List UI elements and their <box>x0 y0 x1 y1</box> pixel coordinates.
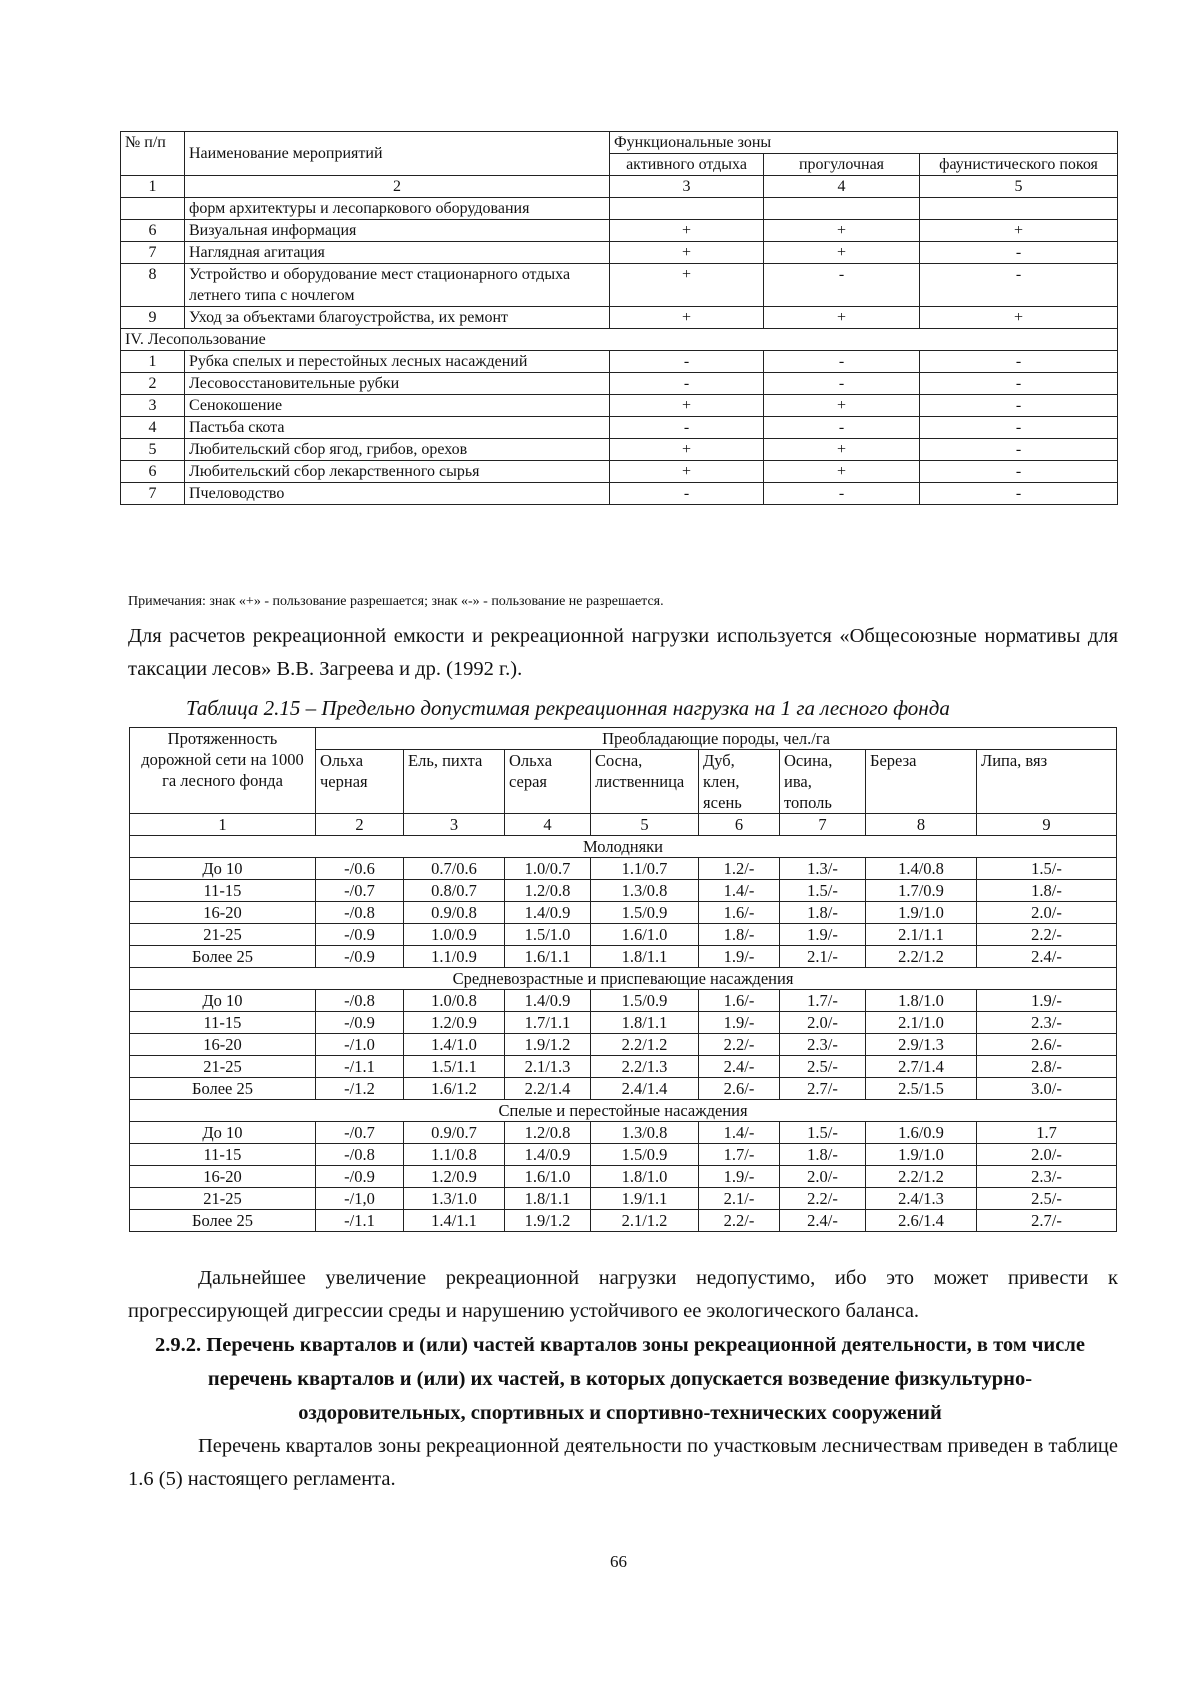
table-row <box>130 924 1117 946</box>
road-length: 11-15 <box>130 1144 316 1166</box>
load-value: 1.4/0.9 <box>505 1144 591 1166</box>
load-value: 1.2/- <box>699 858 780 880</box>
table-row <box>130 1078 1117 1100</box>
zone-fauna-value: - <box>920 264 1118 307</box>
table-row <box>121 439 1118 461</box>
load-value: 1.2/0.9 <box>404 1166 505 1188</box>
load-value: 1.4/1.0 <box>404 1034 505 1056</box>
load-value: 2.1/1.0 <box>866 1012 977 1034</box>
column-number: 6 <box>699 814 780 836</box>
load-value: 1.2/0.9 <box>404 1012 505 1034</box>
load-value: 2.3/- <box>977 1012 1117 1034</box>
row-number: 2 <box>121 373 185 395</box>
load-value: 1.2/0.8 <box>505 1122 591 1144</box>
zone-active-value <box>610 198 764 220</box>
zone-active-value: - <box>610 417 764 439</box>
zone-walk-value: + <box>764 242 920 264</box>
load-value: 2.4/1.4 <box>591 1078 699 1100</box>
table-row <box>121 264 1118 307</box>
row-number: 6 <box>121 461 185 483</box>
load-value: 1.8/1.0 <box>866 990 977 1012</box>
row-number: 4 <box>121 417 185 439</box>
group-title: Средневозрастные и приспевающие насаждения <box>130 968 1117 990</box>
load-value: -/1.1 <box>316 1056 404 1078</box>
table-row <box>130 1034 1117 1056</box>
load-value: 1.1/0.7 <box>591 858 699 880</box>
load-value: 1.5/- <box>780 1122 866 1144</box>
load-value: 1.0/0.7 <box>505 858 591 880</box>
load-value: 1.9/1.0 <box>866 902 977 924</box>
species-header: Осина, ива, тополь <box>780 750 866 814</box>
table-row <box>130 1122 1117 1144</box>
zone-walk-value: - <box>764 417 920 439</box>
load-value: 1.4/- <box>699 1122 780 1144</box>
load-value: 1.1/0.9 <box>404 946 505 968</box>
table-row <box>121 220 1118 242</box>
zone-active-value: + <box>610 439 764 461</box>
load-value: 1.5/1.1 <box>404 1056 505 1078</box>
road-length: 11-15 <box>130 880 316 902</box>
table-row <box>121 242 1118 264</box>
zone-walk-value: - <box>764 483 920 505</box>
load-value: 1.6/0.9 <box>866 1122 977 1144</box>
zone-active-value: + <box>610 461 764 483</box>
zone-active-value: - <box>610 373 764 395</box>
load-value: 1.8/- <box>780 1144 866 1166</box>
column-number: 3 <box>610 176 764 198</box>
load-value: 1.5/0.9 <box>591 1144 699 1166</box>
header-zone-active: активного отдыха <box>610 154 764 176</box>
road-length: Более 25 <box>130 946 316 968</box>
load-value: 1.8/1.1 <box>591 1012 699 1034</box>
road-length: Более 25 <box>130 1078 316 1100</box>
zone-fauna-value: - <box>920 461 1118 483</box>
table-row <box>121 483 1118 505</box>
load-value: -/1.1 <box>316 1210 404 1232</box>
row-number: 5 <box>121 439 185 461</box>
road-length: 11-15 <box>130 1012 316 1034</box>
load-value: 1.0/0.9 <box>404 924 505 946</box>
load-value: 1.8/- <box>977 880 1117 902</box>
species-header: Береза <box>866 750 977 814</box>
species-header: Ольха серая <box>505 750 591 814</box>
load-value: 1.8/1.0 <box>591 1166 699 1188</box>
table-row <box>130 902 1117 924</box>
activity-name: Любительский сбор лекарственного сырья <box>185 461 610 483</box>
load-value: 2.0/- <box>977 902 1117 924</box>
load-value: 1.5/- <box>780 880 866 902</box>
header-zone-fauna: фаунистического покоя <box>920 154 1118 176</box>
load-value: 2.0/- <box>977 1144 1117 1166</box>
activity-name: Лесовосстановительные рубки <box>185 373 610 395</box>
load-value: 2.0/- <box>780 1012 866 1034</box>
column-number-row <box>130 814 1117 836</box>
load-value: 2.6/1.4 <box>866 1210 977 1232</box>
load-value: 1.9/- <box>699 1166 780 1188</box>
column-number: 1 <box>130 814 316 836</box>
column-number: 3 <box>404 814 505 836</box>
table-row <box>130 990 1117 1012</box>
load-value: 1.6/1.2 <box>404 1078 505 1100</box>
load-value: -/0.9 <box>316 1166 404 1188</box>
load-value: 1.7/0.9 <box>866 880 977 902</box>
road-length: До 10 <box>130 1122 316 1144</box>
table-note: Примечания: знак «+» - пользование разрешается; знак «-» - пользование не разрешается. <box>128 594 664 609</box>
load-value: 1.9/1.1 <box>591 1188 699 1210</box>
table-row <box>121 198 1118 220</box>
load-value: 2.2/1.2 <box>866 1166 977 1188</box>
column-number: 9 <box>977 814 1117 836</box>
load-value: 2.1/1.1 <box>866 924 977 946</box>
header-species: Преобладающие породы, чел./га <box>316 728 1117 750</box>
recreational-load-table <box>129 727 1117 1232</box>
zone-fauna-value: + <box>920 220 1118 242</box>
zone-fauna-value: - <box>920 242 1118 264</box>
activity-name: Пчеловодство <box>185 483 610 505</box>
zone-walk-value: + <box>764 220 920 242</box>
load-value: 1.8/- <box>699 924 780 946</box>
group-title: Молодняки <box>130 836 1117 858</box>
load-value: 1.3/0.8 <box>591 1122 699 1144</box>
species-header: Дуб, клен, ясень <box>699 750 780 814</box>
load-value: -/0.9 <box>316 1012 404 1034</box>
load-value: 1.6/1.0 <box>505 1166 591 1188</box>
load-value: -/0.8 <box>316 990 404 1012</box>
table-row <box>121 395 1118 417</box>
group-title: Спелые и перестойные насаждения <box>130 1100 1117 1122</box>
header-length: Протяженность дорожной сети на 1000 га лесного фонда <box>130 728 316 814</box>
zone-fauna-value: - <box>920 439 1118 461</box>
road-length: До 10 <box>130 858 316 880</box>
zone-fauna-value: - <box>920 483 1118 505</box>
load-value: 2.1/1.3 <box>505 1056 591 1078</box>
load-value: -/1.2 <box>316 1078 404 1100</box>
activity-name: Сенокошение <box>185 395 610 417</box>
load-value: 1.6/1.0 <box>591 924 699 946</box>
table-row <box>121 417 1118 439</box>
load-value: -/0.8 <box>316 1144 404 1166</box>
load-value: 2.2/1.3 <box>591 1056 699 1078</box>
load-value: -/0.8 <box>316 902 404 924</box>
activity-name: Пастьба скота <box>185 417 610 439</box>
table-row <box>130 1144 1117 1166</box>
activity-name: Уход за объектами благоустройства, их ремонт <box>185 307 610 329</box>
zone-walk-value: + <box>764 307 920 329</box>
zone-active-value: + <box>610 395 764 417</box>
header-zones: Функциональные зоны <box>610 132 1118 154</box>
activity-name: форм архитектуры и лесопаркового оборудования <box>185 198 610 220</box>
load-value: -/0.9 <box>316 924 404 946</box>
page-number: 66 <box>610 1552 627 1571</box>
functional-zones-table <box>120 131 1118 505</box>
load-value: 1.5/1.0 <box>505 924 591 946</box>
header-zone-walk: прогулочная <box>764 154 920 176</box>
zone-walk-value: + <box>764 461 920 483</box>
load-value: 2.2/1.4 <box>505 1078 591 1100</box>
load-value: 1.8/1.1 <box>505 1188 591 1210</box>
load-value: 1.0/0.8 <box>404 990 505 1012</box>
load-value: 1.7/- <box>699 1144 780 1166</box>
zone-walk-value: + <box>764 439 920 461</box>
load-value: 2.1/- <box>699 1188 780 1210</box>
zone-active-value: - <box>610 483 764 505</box>
column-number-row <box>121 176 1118 198</box>
group-row <box>130 1100 1117 1122</box>
load-value: 2.2/- <box>977 924 1117 946</box>
load-value: 3.0/- <box>977 1078 1117 1100</box>
column-number: 4 <box>505 814 591 836</box>
load-value: -/0.7 <box>316 880 404 902</box>
table-row <box>121 373 1118 395</box>
column-number: 5 <box>920 176 1118 198</box>
group-row <box>130 968 1117 990</box>
load-value: 2.2/1.2 <box>866 946 977 968</box>
load-value: -/0.6 <box>316 858 404 880</box>
road-length: Более 25 <box>130 1210 316 1232</box>
activity-name: Визуальная информация <box>185 220 610 242</box>
zone-fauna-value: - <box>920 417 1118 439</box>
load-value: 0.9/0.8 <box>404 902 505 924</box>
column-number: 2 <box>185 176 610 198</box>
load-value: 2.7/- <box>977 1210 1117 1232</box>
load-value: 1.9/- <box>780 924 866 946</box>
load-value: 1.6/1.1 <box>505 946 591 968</box>
load-value: 1.4/0.8 <box>866 858 977 880</box>
road-length: 21-25 <box>130 1188 316 1210</box>
load-value: 1.9/1.2 <box>505 1210 591 1232</box>
group-row <box>130 836 1117 858</box>
load-value: 2.4/- <box>977 946 1117 968</box>
row-number: 1 <box>121 351 185 373</box>
species-header: Ольха черная <box>316 750 404 814</box>
row-number: 6 <box>121 220 185 242</box>
column-number: 8 <box>866 814 977 836</box>
table-row <box>121 351 1118 373</box>
load-value: 1.5/- <box>977 858 1117 880</box>
activity-name: Наглядная агитация <box>185 242 610 264</box>
column-number: 7 <box>780 814 866 836</box>
load-value: 1.8/- <box>780 902 866 924</box>
zone-walk-value <box>764 198 920 220</box>
load-value: 2.6/- <box>699 1078 780 1100</box>
table-row <box>130 1166 1117 1188</box>
load-value: 1.3/1.0 <box>404 1188 505 1210</box>
load-value: 2.4/1.3 <box>866 1188 977 1210</box>
zone-active-value: + <box>610 242 764 264</box>
load-value: 1.7 <box>977 1122 1117 1144</box>
load-value: 1.8/1.1 <box>591 946 699 968</box>
load-value: 1.9/- <box>977 990 1117 1012</box>
table-row <box>121 307 1118 329</box>
column-number: 2 <box>316 814 404 836</box>
load-value: 1.9/1.2 <box>505 1034 591 1056</box>
table-caption: Таблица 2.15 – Предельно допустимая рекреационная нагрузка на 1 га лесного фонда <box>186 696 950 720</box>
load-value: 2.5/- <box>977 1188 1117 1210</box>
activity-name: Рубка спелых и перестойных лесных насаждений <box>185 351 610 373</box>
row-number: 7 <box>121 242 185 264</box>
section-row <box>121 329 1118 351</box>
table-row <box>130 946 1117 968</box>
activity-name: Любительский сбор ягод, грибов, орехов <box>185 439 610 461</box>
species-header: Липа, вяз <box>977 750 1117 814</box>
load-value: 2.7/1.4 <box>866 1056 977 1078</box>
section-title: IV. Лесопользование <box>121 329 1118 351</box>
road-length: 21-25 <box>130 1056 316 1078</box>
header-name: Наименование мероприятий <box>185 132 610 176</box>
load-value: 2.9/1.3 <box>866 1034 977 1056</box>
load-value: 1.7/- <box>780 990 866 1012</box>
load-value: 2.3/- <box>780 1034 866 1056</box>
zone-walk-value: + <box>764 395 920 417</box>
row-number: 3 <box>121 395 185 417</box>
row-number <box>121 198 185 220</box>
table-row <box>130 1012 1117 1034</box>
load-value: 0.7/0.6 <box>404 858 505 880</box>
table-row <box>121 461 1118 483</box>
load-value: 1.9/- <box>699 1012 780 1034</box>
load-value: 2.5/1.5 <box>866 1078 977 1100</box>
load-value: 1.9/1.0 <box>866 1144 977 1166</box>
load-value: 2.2/- <box>699 1034 780 1056</box>
load-value: 1.6/- <box>699 902 780 924</box>
load-value: 2.5/- <box>780 1056 866 1078</box>
load-value: -/1.0 <box>316 1034 404 1056</box>
column-number: 4 <box>764 176 920 198</box>
zone-fauna-value: - <box>920 373 1118 395</box>
load-value: 1.6/- <box>699 990 780 1012</box>
load-value: 2.2/- <box>780 1188 866 1210</box>
load-value: 2.1/- <box>780 946 866 968</box>
zone-active-value: + <box>610 264 764 307</box>
road-length: 16-20 <box>130 1166 316 1188</box>
zone-active-value: + <box>610 220 764 242</box>
load-value: 1.9/- <box>699 946 780 968</box>
paragraph-digression: Дальнейшее увеличение рекреационной нагрузки недопустимо, ибо это может привести к прогрессирующей дигрессии среды и нарушению устойчивого ее экологического баланса. <box>128 1267 1118 1322</box>
load-value: 1.2/0.8 <box>505 880 591 902</box>
table-row <box>130 1056 1117 1078</box>
zone-walk-value: - <box>764 373 920 395</box>
load-value: 1.4/1.1 <box>404 1210 505 1232</box>
load-value: 1.4/- <box>699 880 780 902</box>
load-value: 1.3/0.8 <box>591 880 699 902</box>
zone-fauna-value <box>920 198 1118 220</box>
zone-walk-value: - <box>764 351 920 373</box>
table-row <box>130 1188 1117 1210</box>
zone-walk-value: - <box>764 264 920 307</box>
load-value: 1.7/1.1 <box>505 1012 591 1034</box>
row-number: 8 <box>121 264 185 307</box>
column-number: 5 <box>591 814 699 836</box>
species-header: Сосна, лиственница <box>591 750 699 814</box>
row-number: 7 <box>121 483 185 505</box>
table-row <box>130 1210 1117 1232</box>
species-header: Ель, пихта <box>404 750 505 814</box>
load-value: 1.1/0.8 <box>404 1144 505 1166</box>
load-value: 2.3/- <box>977 1166 1117 1188</box>
table-row <box>130 880 1117 902</box>
load-value: 2.6/- <box>977 1034 1117 1056</box>
load-value: 2.4/- <box>699 1056 780 1078</box>
load-value: 2.2/- <box>699 1210 780 1232</box>
load-value: 1.4/0.9 <box>505 990 591 1012</box>
zone-fauna-value: + <box>920 307 1118 329</box>
load-value: 1.4/0.9 <box>505 902 591 924</box>
zone-active-value: - <box>610 351 764 373</box>
load-value: 1.3/- <box>780 858 866 880</box>
load-value: 1.5/0.9 <box>591 990 699 1012</box>
activity-name: Устройство и оборудование мест стационарного отдыха летнего типа с ночлегом <box>185 264 610 307</box>
load-value: 2.8/- <box>977 1056 1117 1078</box>
section-heading: 2.9.2. Перечень кварталов и (или) частей кварталов зоны рекреационной деятельности, в том числе перечень кварталов и (или) их частей, в которых допускается возведение физкультурно-оздоровительных, спортивных и спортивно-технических сооружений <box>155 1334 1085 1424</box>
paragraph-quarters: Перечень кварталов зоны рекреационной деятельности по участковым лесничествам приведен в таблице 1.6 (5) настоящего регламента. <box>128 1435 1118 1490</box>
row-number: 9 <box>121 307 185 329</box>
load-value: 2.4/- <box>780 1210 866 1232</box>
road-length: 16-20 <box>130 1034 316 1056</box>
load-value: 0.8/0.7 <box>404 880 505 902</box>
load-value: 2.1/1.2 <box>591 1210 699 1232</box>
load-value: 2.2/1.2 <box>591 1034 699 1056</box>
road-length: 21-25 <box>130 924 316 946</box>
column-number: 1 <box>121 176 185 198</box>
load-value: -/0.7 <box>316 1122 404 1144</box>
road-length: 16-20 <box>130 902 316 924</box>
load-value: 0.9/0.7 <box>404 1122 505 1144</box>
zone-fauna-value: - <box>920 395 1118 417</box>
zone-active-value: + <box>610 307 764 329</box>
zone-fauna-value: - <box>920 351 1118 373</box>
load-value: 2.0/- <box>780 1166 866 1188</box>
load-value: -/0.9 <box>316 946 404 968</box>
paragraph-norms: Для расчетов рекреационной емкости и рекреационной нагрузки используется «Общесоюзные нормативы для таксации лесов» В.В. Загреева и др. (1992 г.). <box>128 625 1118 680</box>
table-row <box>130 858 1117 880</box>
load-value: -/1,0 <box>316 1188 404 1210</box>
load-value: 1.5/0.9 <box>591 902 699 924</box>
load-value: 2.7/- <box>780 1078 866 1100</box>
road-length: До 10 <box>130 990 316 1012</box>
header-num: № п/п <box>121 132 185 176</box>
